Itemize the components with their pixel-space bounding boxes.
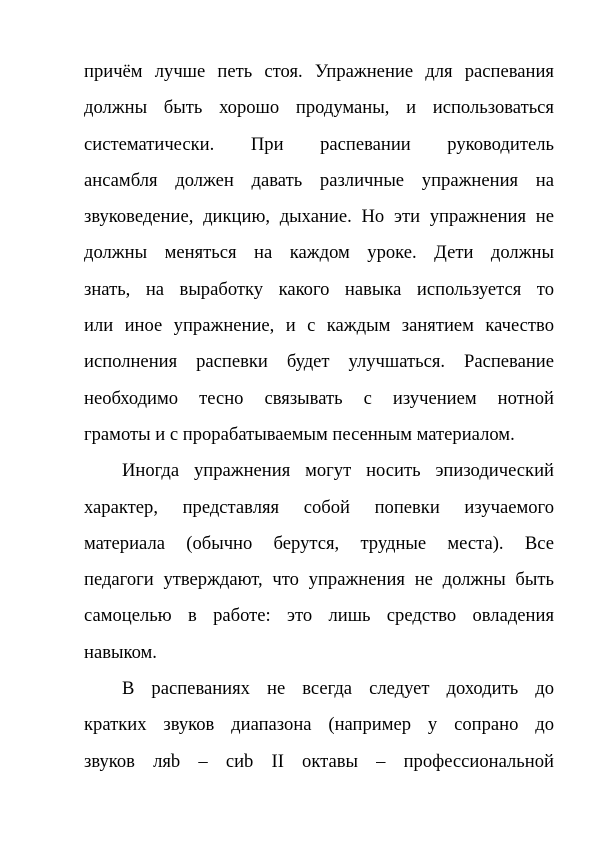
text-line: ансамбля должен давать различные упражнения на xyxy=(84,169,554,191)
text-line: звуков ляb – сиb II октавы – профессиональной xyxy=(84,750,554,772)
text-line: В распеваниях не всегда следует доходить до xyxy=(122,678,554,700)
text-line: самоцелью в работе: это лишь средство овладения xyxy=(84,605,554,627)
text-line: должны быть хорошо продуманы, и использоваться xyxy=(84,97,554,119)
text-line: звуковедение, дикцию, дыхание. Но эти упражнения не xyxy=(84,206,554,228)
paragraph-1 xyxy=(84,54,554,453)
text-line: навыком. xyxy=(84,641,157,663)
text-line: систематически. При распевании руководитель xyxy=(84,133,554,155)
text-line: характер, представляя собой попевки изучаемого xyxy=(84,496,554,518)
paragraph-3 xyxy=(84,671,554,780)
text-line: причём лучше петь стоя. Упражнение для распевания xyxy=(84,61,554,82)
text-line: Иногда упражнения могут носить эпизодический xyxy=(122,460,554,482)
text-line: грамоты и с прорабатываемым песенным материалом. xyxy=(84,423,515,445)
text-line: материала (обычно берутся, трудные места). Все xyxy=(84,532,554,554)
text-line: или иное упражнение, и с каждым занятием качество xyxy=(84,315,554,337)
text-line: кратких звуков диапазона (например у сопрано до xyxy=(84,714,554,736)
text-line: педагоги утверждают, что упражнения не должны быть xyxy=(84,569,554,591)
text-line: исполнения распевки будет улучшаться. Распевание xyxy=(84,351,554,373)
text-body xyxy=(84,54,554,780)
paragraph-2 xyxy=(84,453,554,671)
text-line: знать, на выработку какого навыка используется то xyxy=(84,278,554,300)
text-line: необходимо тесно связывать с изучением нотной xyxy=(84,387,554,409)
text-line: должны меняться на каждом уроке. Дети должны xyxy=(84,242,554,264)
